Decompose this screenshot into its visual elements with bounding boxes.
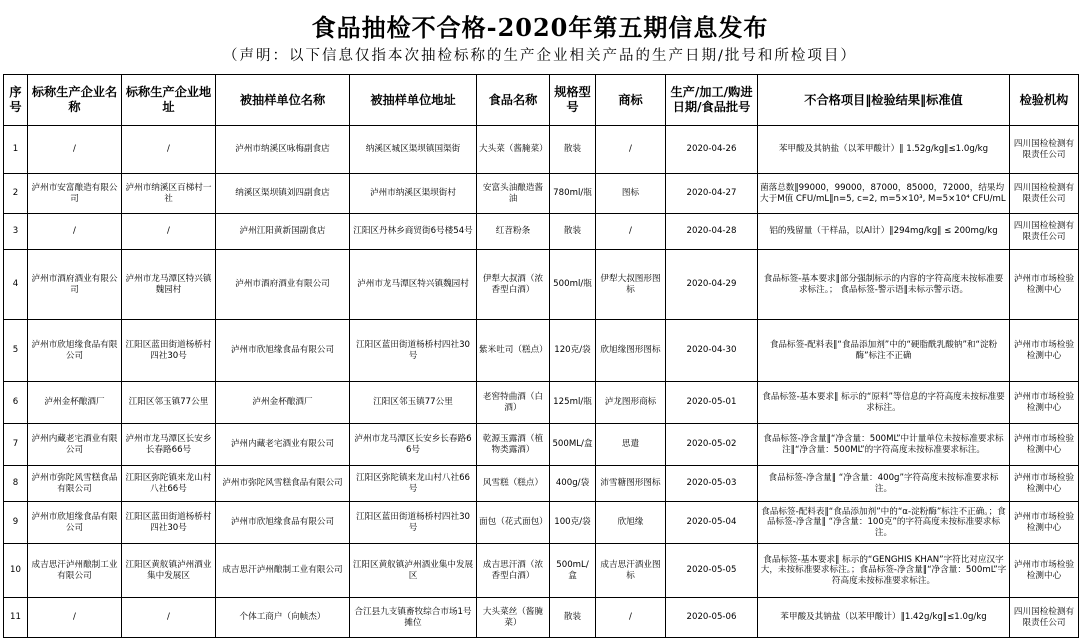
table-row [4,382,1079,424]
header-sampled-unit-name: 被抽样单位名称 [216,75,350,126]
inspection-results-table [3,74,1079,638]
cell-sampled-unit-address: 泸州市纳溪区渠坝街村 [350,174,477,214]
header-lab: 检验机构 [1010,75,1079,126]
cell-date-batch: 2020-05-04 [666,502,758,544]
header-spec: 规格型号 [550,75,596,126]
cell-sampled-unit-address: 江阳区弥陀镇来龙山村八社66号 [350,466,477,502]
cell-producer-name: 泸州市欣旭缘食品有限公司 [28,320,122,382]
cell-food-name: 紫米吐司（糕点） [477,320,550,382]
cell-food-name: 大头菜（酱腌菜） [477,126,550,174]
cell-failed-item: 食品标签-配料表‖“食品添加剂”中的“硬脂酰乳酸钠”和“淀粉酶”标注不正确 [758,320,1010,382]
cell-lab: 泸州市市场检验检测中心 [1010,544,1079,598]
cell-lab: 四川国检检测有限责任公司 [1010,598,1079,638]
header-trademark: 商标 [596,75,666,126]
table-row [4,466,1079,502]
cell-producer-address: 泸州市纳溪区百梯村一社 [122,174,216,214]
header-producer-name: 标称生产企业名称 [28,75,122,126]
cell-sampled-unit-name: 泸州市纳溪区咏梅副食店 [216,126,350,174]
cell-producer-address: 江阳区蓝田街道杨桥村四社30号 [122,320,216,382]
cell-seq: 6 [4,382,28,424]
cell-producer-address: 江阳区黄舣镇泸州酒业集中发展区 [122,544,216,598]
cell-sampled-unit-name: 泸州市欣旭缘食品有限公司 [216,502,350,544]
header-sampled-unit-address: 被抽样单位地址 [350,75,477,126]
cell-food-name: 伊犁大叔酒（浓香型白酒） [477,250,550,320]
cell-lab: 四川国检检测有限责任公司 [1010,174,1079,214]
cell-sampled-unit-name: 泸州市欣旭缘食品有限公司 [216,320,350,382]
cell-producer-address: 泸州市龙马潭区特兴镇魏园村 [122,250,216,320]
cell-producer-address: 江阳区蓝田街道杨桥村四社30号 [122,502,216,544]
table-row [4,598,1079,638]
cell-sampled-unit-name: 泸州金杯酿酒厂 [216,382,350,424]
cell-sampled-unit-name: 泸州市弥陀风雪糕食品有限公司 [216,466,350,502]
cell-seq: 2 [4,174,28,214]
cell-trademark: 欣旭缘 [596,502,666,544]
cell-sampled-unit-address: 江阳区蓝田街道杨桥村四社30号 [350,320,477,382]
cell-seq: 3 [4,214,28,250]
cell-producer-address: / [122,126,216,174]
cell-food-name: 老窖特曲酒（白酒） [477,382,550,424]
header-food-name: 食品名称 [477,75,550,126]
cell-producer-name: 泸州市安富酿造有限公司 [28,174,122,214]
table-row [4,424,1079,466]
cell-spec: 780ml/瓶 [550,174,596,214]
cell-producer-name: 成吉思汗泸州酿制工业有限公司 [28,544,122,598]
cell-food-name: 安富头油酿造酱油 [477,174,550,214]
cell-lab: 泸州市市场检验检测中心 [1010,424,1079,466]
table-row [4,320,1079,382]
cell-sampled-unit-name: 个体工商户（向帧杰） [216,598,350,638]
cell-spec: 500ml/瓶 [550,250,596,320]
cell-date-batch: 2020-05-02 [666,424,758,466]
cell-failed-item: 食品标签-净含量‖ “净含量：400g”字符高度未按标准要求标注。 [758,466,1010,502]
table-row [4,214,1079,250]
table-row [4,174,1079,214]
cell-spec: 散装 [550,214,596,250]
cell-seq: 8 [4,466,28,502]
cell-sampled-unit-address: 泸州市龙马潭区长安乡长春路66号 [350,424,477,466]
cell-spec: 散装 [550,126,596,174]
cell-trademark: 泸龙图形商标 [596,382,666,424]
cell-sampled-unit-name: 纳溪区渠坝镇刘四副食店 [216,174,350,214]
cell-producer-address: 江阳区弥陀镇来龙山村八社66号 [122,466,216,502]
cell-producer-address: 江阳区邻玉镇77公里 [122,382,216,424]
table-row [4,250,1079,320]
cell-lab: 四川国检检测有限责任公司 [1010,126,1079,174]
cell-seq: 9 [4,502,28,544]
cell-spec: 100克/袋 [550,502,596,544]
cell-lab: 泸州市市场检验检测中心 [1010,382,1079,424]
cell-lab: 四川国检检测有限责任公司 [1010,214,1079,250]
table-row [4,126,1079,174]
cell-lab: 泸州市市场检验检测中心 [1010,250,1079,320]
cell-spec: 500mL/盒 [550,544,596,598]
cell-producer-name: 泸州市弥陀风雪糕食品有限公司 [28,466,122,502]
cell-date-batch: 2020-05-03 [666,466,758,502]
cell-seq: 7 [4,424,28,466]
cell-trademark: 伊犁大叔图形图标 [596,250,666,320]
cell-spec: 120克/袋 [550,320,596,382]
cell-food-name: 风雪糕（糕点） [477,466,550,502]
cell-failed-item: 食品标签-基本要求‖部分强制标示的内容的字符高度未按标准要求标注。； 食品标签-警示语‖未标示警示语。 [758,250,1010,320]
cell-date-batch: 2020-04-28 [666,214,758,250]
cell-spec: 400g/袋 [550,466,596,502]
cell-seq: 11 [4,598,28,638]
cell-seq: 1 [4,126,28,174]
header-producer-address: 标称生产企业地址 [122,75,216,126]
cell-date-batch: 2020-04-30 [666,320,758,382]
cell-producer-name: 泸州市欣旭缘食品有限公司 [28,502,122,544]
cell-date-batch: 2020-04-26 [666,126,758,174]
cell-sampled-unit-name: 泸州市酒府酒业有限公司 [216,250,350,320]
cell-date-batch: 2020-05-01 [666,382,758,424]
cell-trademark: 成吉思汗酒业图标 [596,544,666,598]
cell-lab: 泸州市市场检验检测中心 [1010,320,1079,382]
cell-trademark: / [596,598,666,638]
cell-spec: 125ml/瓶 [550,382,596,424]
page-title: 食品抽检不合格-2020年第五期信息发布 [311,13,769,42]
cell-failed-item: 铝的残留量（干样品，以Al计）‖294mg/kg‖ ≤ 200mg/kg [758,214,1010,250]
disclaimer-subtitle: （声明：以下信息仅指本次抽检标称的生产企业相关产品的生产日期/批号和所检项目） [223,48,857,64]
cell-spec: 500ML/盒 [550,424,596,466]
cell-food-name: 面包（花式面包） [477,502,550,544]
cell-spec: 散装 [550,598,596,638]
header-row [4,75,1079,126]
header-failed-item: 不合格项目‖检验结果‖标准值 [758,75,1010,126]
cell-producer-name: / [28,214,122,250]
cell-trademark: / [596,214,666,250]
cell-trademark: / [596,126,666,174]
cell-sampled-unit-name: 泸州江阳黄新国副食店 [216,214,350,250]
cell-trademark: 图标 [596,174,666,214]
cell-food-name: 大头菜丝（酱腌菜） [477,598,550,638]
cell-producer-name: 泸州内藏老宅酒业有限公司 [28,424,122,466]
cell-failed-item: 食品标签-配料表‖“食品添加剂”中的“α-淀粉酶”标注不正确。；食品标签-净含量‖ “净含量：100克”的字符高度未按标准要求标注。 [758,502,1010,544]
cell-producer-name: 泸州金杯酿酒厂 [28,382,122,424]
cell-producer-name: / [28,598,122,638]
cell-seq: 10 [4,544,28,598]
cell-sampled-unit-address: 合江县九支镇畜牧综合市场1号摊位 [350,598,477,638]
cell-failed-item: 食品标签-基本要求‖ 标示的“GENGHIS KHAN”字符比对应汉字大，未按标准要求标注。；食品标签-净含量‖“净含量：500mL”字符高度未按标准要求标注。 [758,544,1010,598]
cell-failed-item: 菌落总数‖99000，99000，87000，85000，72000，结果均大于M值 CFU/mL‖n=5, c=2, m=5×10³, M=5×10⁴ CFU/mL [758,174,1010,214]
cell-producer-address: 泸州市龙马潭区长安乡长春路66号 [122,424,216,466]
cell-lab: 泸州市市场检验检测中心 [1010,502,1079,544]
cell-sampled-unit-address: 泸州市龙马潭区特兴镇魏园村 [350,250,477,320]
cell-sampled-unit-name: 成吉思汗泸州酿制工业有限公司 [216,544,350,598]
header-seq: 序号 [4,75,28,126]
table-row [4,502,1079,544]
cell-failed-item: 食品标签-净含量‖“净含量：500ML”中计量单位未按标准要求标注‖“净含量：500ML”的字符高度未按标准要求标注。 [758,424,1010,466]
cell-date-batch: 2020-05-05 [666,544,758,598]
cell-food-name: 红苕粉条 [477,214,550,250]
cell-trademark: 思遣 [596,424,666,466]
cell-date-batch: 2020-05-06 [666,598,758,638]
cell-sampled-unit-address: 江阳区邻玉镇77公里 [350,382,477,424]
cell-date-batch: 2020-04-29 [666,250,758,320]
cell-producer-address: / [122,214,216,250]
cell-failed-item: 苯甲酸及其钠盐（以苯甲酸计）‖ 1.52g/kg‖≤1.0g/kg [758,126,1010,174]
cell-trademark: 沛雪糖图形图标 [596,466,666,502]
cell-failed-item: 食品标签-基本要求‖ 标示的“原料”等信息的字符高度未按标准要求标注。 [758,382,1010,424]
cell-sampled-unit-name: 泸州内藏老宅酒业有限公司 [216,424,350,466]
cell-sampled-unit-address: 江阳区黄舣镇泸州酒业集中发展区 [350,544,477,598]
cell-sampled-unit-address: 纳溪区城区渠坝镇国渠街 [350,126,477,174]
cell-producer-address: / [122,598,216,638]
cell-food-name: 成吉思汗酒（浓香型白酒） [477,544,550,598]
cell-seq: 5 [4,320,28,382]
cell-producer-name: / [28,126,122,174]
header-date-batch: 生产/加工/购进日期/食品批号 [666,75,758,126]
cell-lab: 泸州市市场检验检测中心 [1010,466,1079,502]
cell-failed-item: 苯甲酸及其钠盐（以苯甲酸计）‖1.42g/kg‖≤1.0g/kg [758,598,1010,638]
cell-seq: 4 [4,250,28,320]
cell-trademark: 欣旭缘图形图标 [596,320,666,382]
cell-sampled-unit-address: 江阳区丹林乡商贸街6号楼54号 [350,214,477,250]
cell-food-name: 乾源玉露酒（植物类露酒） [477,424,550,466]
cell-sampled-unit-address: 江阳区蓝田街道杨桥村四社30号 [350,502,477,544]
cell-date-batch: 2020-04-27 [666,174,758,214]
table-row [4,544,1079,598]
cell-producer-name: 泸州市酒府酒业有限公司 [28,250,122,320]
